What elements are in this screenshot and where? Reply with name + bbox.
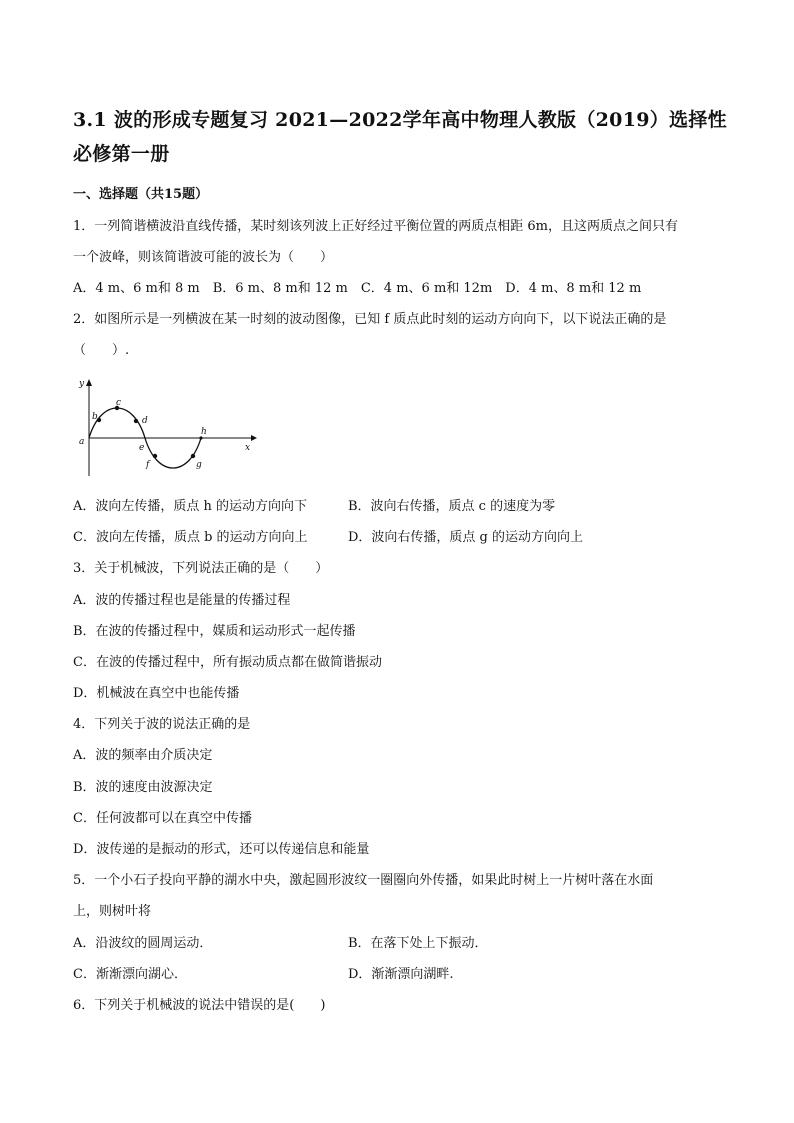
q1-options: A．4 m、6 m和 8 m B．6 m、8 m和 12 m C．4 m、6 m和 12m D．4 m、8 m和 12 m [73,281,642,296]
q4-option-b: B．波的速度由波源决定 [73,780,213,795]
label-y: y [79,379,85,389]
label-c: c [116,398,122,408]
wave-figure [75,372,265,482]
label-b: b [92,412,98,422]
q4-option-d: D．波传递的是振动的形式，还可以传递信息和能量 [73,842,370,857]
label-a: a [79,437,85,447]
q5-stem-line1: 5．一个小石子投向平静的湖水中央，激起圆形波纹一圈圈向外传播，如果此时树上一片树叶落在水面 [73,873,654,888]
point-g [191,454,195,458]
q4-option-c: C．任何波都可以在真空中传播 [73,811,252,826]
label-d: d [142,416,148,426]
q4-stem: 4．下列关于波的说法正确的是 [73,717,251,732]
label-g: g [196,460,202,470]
q1-stem-line1: 1．一列简谐横波沿直线传播，某时刻该列波上正好经过平衡位置的两质点相距 6m，且这两质点之间只有 [73,219,679,234]
q3-stem: 3．关于机械波，下列说法正确的是（ ） [73,561,329,576]
q2-option-d: D．波向右传播，质点 g 的运动方向向上 [348,530,584,545]
q5-stem-line2: 上，则树叶将 [73,904,152,919]
q3-option-d: D．机械波在真空中也能传播 [73,686,240,701]
q2-option-a: A．波向左传播，质点 h 的运动方向向下 [73,499,308,514]
q3-option-b: B．在波的传播过程中，媒质和运动形式一起传播 [73,624,356,639]
q4-option-a: A．波的频率由介质决定 [73,748,213,763]
y-axis-arrow-icon [86,379,92,386]
page-title: 3.1 波的形成专题复习 2021—2022学年高中物理人教版（2019）选择性必修第一册 [73,109,727,165]
x-axis-arrow-icon [251,435,257,441]
point-f [153,454,157,458]
q2-option-c: C．波向左传播，质点 b 的运动方向向上 [73,530,308,545]
label-h: h [201,427,207,437]
q5-option-a: A．沿波纹的圆周运动． [73,936,213,951]
label-x: x [245,443,251,453]
q3-option-c: C．在波的传播过程中，所有振动质点都在做简谐振动 [73,655,382,670]
label-e: e [139,443,145,453]
q5-option-c: C．渐渐漂向湖心． [73,967,187,982]
label-f: f [146,460,150,470]
q2-stem-line2: （ ）. [73,343,130,358]
q2-stem-line1: 2．如图所示是一列横波在某一时刻的波动图像，已知 f 质点此时刻的运动方向向下，以下说法正确的是 [73,312,667,327]
point-d [134,419,138,423]
q5-option-d: D．渐渐漂向湖畔. [348,967,454,982]
section-heading: 一、选择题（共15题） [73,187,209,202]
q6-stem: 6．下列关于机械波的说法中错误的是( ) [73,998,326,1013]
q1-stem-line2: 一个波峰，则该简谐波可能的波长为（ ） [73,250,334,265]
q2-option-b: B．波向右传播，质点 c 的速度为零 [348,499,556,514]
q3-option-a: A．波的传播过程也是能量的传播过程 [73,593,291,608]
q5-option-b: B．在落下处上下振动． [348,936,488,951]
